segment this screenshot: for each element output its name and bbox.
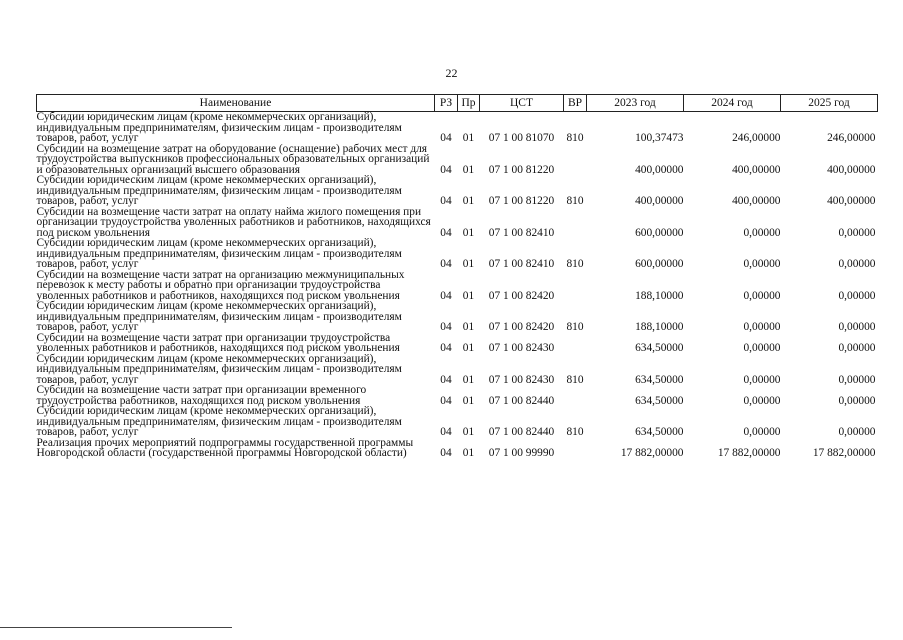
header-rz: РЗ <box>435 95 458 112</box>
cell-pr: 01 <box>462 258 475 270</box>
cell-y2024: 400,00000 <box>732 195 781 207</box>
cell-cst: 07 1 00 81220 <box>488 163 555 176</box>
cell-y2024: 0,00000 <box>743 289 781 302</box>
cell-rz: 04 <box>440 258 452 270</box>
cell-y2025: 400,00000 <box>827 163 876 176</box>
table-row <box>37 175 878 207</box>
cell-cst: 07 1 00 82430 <box>488 373 555 386</box>
cell-name: Субсидии юридическим лицам (кроме некоммерческих организаций), индивидуальным предпринимателям, физическим лицам - производителям товаров, работ, услуг <box>36 300 402 333</box>
cell-vr <box>564 385 587 406</box>
cell-y2023: 634,50000 <box>635 342 684 354</box>
cell-vr <box>564 333 587 354</box>
cell-vr: 810 <box>566 426 584 438</box>
cell-rz: 04 <box>440 226 452 239</box>
table-row <box>37 354 878 386</box>
header-cst: ЦСТ <box>480 95 564 112</box>
cell-y2023: 188,10000 <box>635 289 684 302</box>
table-row <box>37 207 878 239</box>
cell-y2025: 0,00000 <box>838 426 876 438</box>
cell-rz: 04 <box>440 447 452 459</box>
cell-y2025: 0,00000 <box>838 226 876 239</box>
cell-y2025: 0,00000 <box>838 342 876 354</box>
cell-name: Субсидии на возмещение затрат на оборудование (оснащение) рабочих мест для трудоустройства выпускников профессиональных образовательных организаций и образовательных организаций высшего образования <box>36 142 430 176</box>
cell-y2025: 17 882,00000 <box>812 447 876 459</box>
cell-y2024: 0,00000 <box>743 373 781 386</box>
cell-pr: 01 <box>462 373 475 386</box>
footer-divider <box>0 627 232 628</box>
cell-y2023: 17 882,00000 <box>620 447 684 459</box>
cell-name: Субсидии юридическим лицам (кроме некоммерческих организаций), индивидуальным предпринимателям, физическим лицам - производителям товаров, работ, услуг <box>36 174 402 207</box>
table-row <box>37 406 878 438</box>
cell-name: Субсидии юридическим лицам (кроме некоммерческих организаций), индивидуальным предпринимателям, физическим лицам - производителям товаров, работ, услуг <box>36 111 402 144</box>
cell-cst: 07 1 00 82440 <box>488 394 555 407</box>
table-body <box>37 112 878 459</box>
cell-y2023: 100,37473 <box>635 132 684 144</box>
cell-rz: 04 <box>440 195 452 207</box>
cell-y2024: 0,00000 <box>743 226 781 239</box>
table-row <box>37 238 878 270</box>
cell-pr: 01 <box>462 447 475 459</box>
cell-vr <box>564 438 587 459</box>
cell-y2025: 0,00000 <box>838 394 876 407</box>
cell-vr: 810 <box>566 195 584 207</box>
cell-vr: 810 <box>566 132 584 144</box>
cell-rz: 04 <box>440 394 452 407</box>
cell-y2025: 0,00000 <box>838 321 876 333</box>
cell-y2024: 0,00000 <box>743 258 781 270</box>
cell-y2025: 0,00000 <box>838 289 876 302</box>
cell-y2024: 246,00000 <box>732 132 781 144</box>
cell-cst: 07 1 00 82420 <box>488 289 555 302</box>
cell-name: Субсидии на возмещение части затрат при организации временного трудоустройства работников, находящихся под риском увольнения <box>36 384 367 407</box>
cell-y2023: 400,00000 <box>635 195 684 207</box>
cell-y2024: 400,00000 <box>732 163 781 176</box>
cell-vr: 810 <box>566 373 584 386</box>
cell-rz: 04 <box>440 132 452 144</box>
cell-vr <box>564 270 587 302</box>
cell-name: Субсидии на возмещение части затрат на организацию межмуниципальных перевозок к месту работы и обратно при организации трудоустройства уволенных работников и работников, находящихся под риском увольнения <box>36 268 405 302</box>
cell-vr <box>564 207 587 239</box>
cell-cst: 07 1 00 82410 <box>488 226 555 239</box>
cell-name: Субсидии юридическим лицам (кроме некоммерческих организаций), индивидуальным предпринимателям, физическим лицам - производителям товаров, работ, услуг <box>36 405 402 438</box>
table-row <box>37 144 878 176</box>
cell-y2024: 0,00000 <box>743 342 781 354</box>
cell-pr: 01 <box>462 426 475 438</box>
header-vr: ВР <box>564 95 587 112</box>
cell-cst: 07 1 00 82410 <box>488 258 555 270</box>
cell-cst: 07 1 00 81070 <box>488 132 555 144</box>
cell-rz: 04 <box>440 373 452 386</box>
table-row <box>37 270 878 302</box>
cell-pr: 01 <box>462 163 475 176</box>
cell-name: Субсидии на возмещение части затрат на оплату найма жилого помещения при организации трудоустройства уволенных работников и работников, находящихся под риском увольнения <box>36 205 431 239</box>
cell-pr: 01 <box>462 226 475 239</box>
cell-y2025: 0,00000 <box>838 258 876 270</box>
cell-cst: 07 1 00 99990 <box>488 447 555 459</box>
cell-pr: 01 <box>462 289 475 302</box>
page-number: 22 <box>445 66 458 80</box>
cell-y2024: 0,00000 <box>743 321 781 333</box>
cell-pr: 01 <box>462 394 475 407</box>
cell-y2023: 634,50000 <box>635 394 684 407</box>
table-row <box>37 385 878 406</box>
cell-y2024: 0,00000 <box>743 394 781 407</box>
cell-cst: 07 1 00 81220 <box>488 195 555 207</box>
cell-cst: 07 1 00 82430 <box>488 342 555 354</box>
table-row <box>37 333 878 354</box>
cell-rz: 04 <box>440 163 452 176</box>
table-row <box>37 112 878 144</box>
table-row <box>37 438 878 459</box>
cell-y2025: 0,00000 <box>838 373 876 386</box>
cell-y2023: 188,10000 <box>635 321 684 333</box>
table-header <box>37 95 878 112</box>
table-row <box>37 301 878 333</box>
header-2024: 2024 год <box>684 95 781 112</box>
budget-table <box>36 94 878 459</box>
cell-name: Субсидии юридическим лицам (кроме некоммерческих организаций), индивидуальным предпринимателям, физическим лицам - производителям товаров, работ, услуг <box>36 352 402 386</box>
cell-rz: 04 <box>440 342 452 354</box>
cell-y2023: 634,50000 <box>635 426 684 438</box>
cell-vr <box>564 144 587 176</box>
cell-cst: 07 1 00 82420 <box>488 321 555 333</box>
cell-y2025: 400,00000 <box>827 195 876 207</box>
cell-name: Субсидии на возмещение части затрат при организации трудоустройства уволенных работников и работников, находящихся под риском увольнения <box>36 331 400 354</box>
cell-rz: 04 <box>440 289 452 302</box>
cell-rz: 04 <box>440 426 452 438</box>
cell-y2024: 0,00000 <box>743 426 781 438</box>
cell-y2024: 17 882,00000 <box>717 447 781 459</box>
cell-vr: 810 <box>566 258 584 270</box>
cell-y2023: 600,00000 <box>635 226 684 239</box>
cell-y2025: 246,00000 <box>827 132 876 144</box>
cell-rz: 04 <box>440 321 452 333</box>
cell-y2023: 634,50000 <box>635 373 684 386</box>
cell-pr: 01 <box>462 195 475 207</box>
cell-pr: 01 <box>462 321 475 333</box>
header-pr: Пр <box>458 95 480 112</box>
cell-y2023: 400,00000 <box>635 163 684 176</box>
header-2025: 2025 год <box>781 95 878 112</box>
cell-pr: 01 <box>462 342 475 354</box>
cell-vr: 810 <box>566 321 584 333</box>
cell-pr: 01 <box>462 132 475 144</box>
cell-cst: 07 1 00 82440 <box>488 426 555 438</box>
header-2023: 2023 год <box>587 95 684 112</box>
cell-name: Субсидии юридическим лицам (кроме некоммерческих организаций), индивидуальным предпринимателям, физическим лицам - производителям товаров, работ, услуг <box>36 237 402 270</box>
cell-name: Реализация прочих мероприятий подпрограммы государственной программы Новгородской области (государственной программы Новгородской области) <box>36 436 414 459</box>
cell-y2023: 600,00000 <box>635 258 684 270</box>
header-name: Наименование <box>37 95 435 112</box>
